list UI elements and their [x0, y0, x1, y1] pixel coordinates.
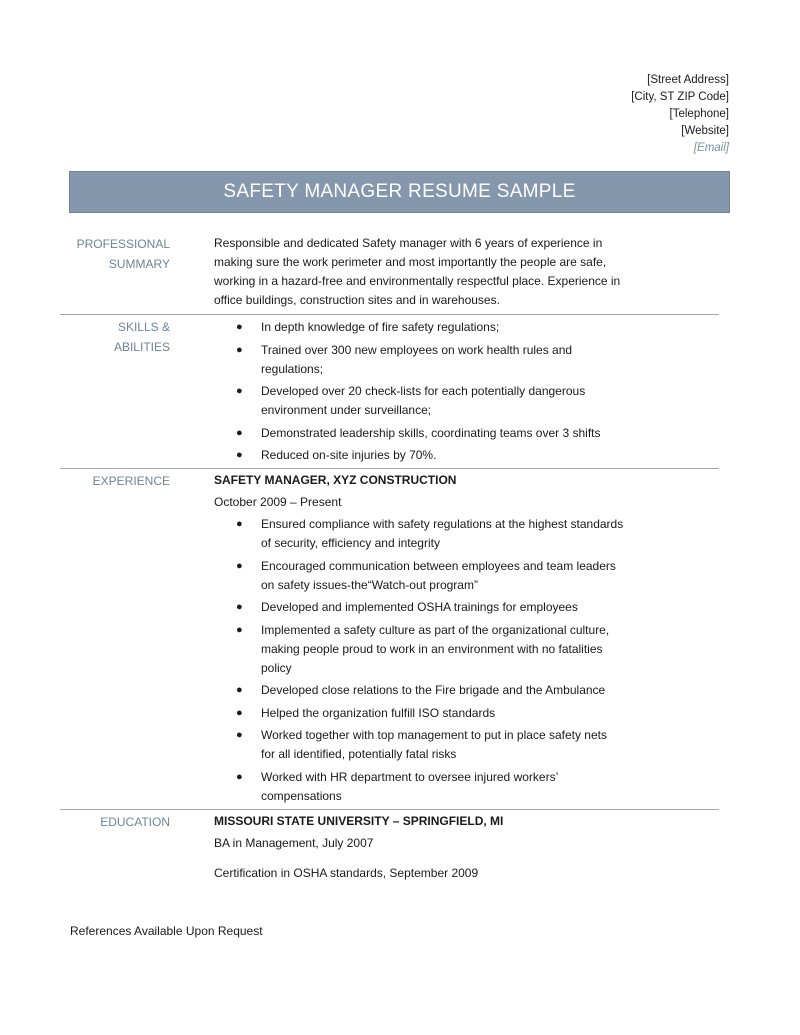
school-name: MISSOURI STATE UNIVERSITY – SPRINGFIELD, MI: [214, 814, 504, 828]
experience-item-text: Encouraged communication between employees and team leaders on safety issues-the“Watch-out program”: [261, 558, 616, 592]
education-label: EDUCATION: [100, 815, 170, 829]
experience-item-text: Helped the organization fulfill ISO standards: [261, 705, 496, 720]
education-content: [214, 812, 624, 883]
skills-item-text: Reduced on-site injuries by 70%.: [261, 448, 437, 462]
website: [Website]: [681, 125, 729, 137]
job-title: SAFETY MANAGER, XYZ CONSTRUCTION: [214, 473, 457, 487]
skills-list-item: ● Trained over 300 new employees on work health rules and regulations;: [236, 342, 573, 376]
city-state-zip: [City, ST ZIP Code]: [631, 91, 729, 103]
experience-item-text: Ensured compliance with safety regulations at the highest standards of security, efficiency and integrity: [261, 517, 624, 550]
resume-title: SAFETY MANAGER RESUME SAMPLE: [223, 181, 576, 202]
experience-list: [214, 515, 624, 806]
references-note: References Available Upon Request: [70, 924, 263, 938]
summary-label-line2: SUMMARY: [108, 257, 170, 271]
summary-text: Responsible and dedicated Safety manager with 6 years of experience in making sure the work perimeter and most importantly the people are safe, working in a hazard-free and environmentally respectful place. Experience in office buildings, construction sites and in warehouses.: [214, 236, 621, 307]
telephone: [Telephone]: [669, 108, 729, 120]
summary-label-line1: PROFESSIONAL: [76, 237, 170, 251]
job-dates: October 2009 – Present: [214, 495, 342, 509]
skills-content: [214, 318, 624, 469]
skills-list-item: ● Demonstrated leadership skills, coordinating teams over 3 shifts: [236, 425, 601, 440]
email: [Email]: [693, 142, 729, 154]
degree: BA in Management, July 2007: [214, 836, 374, 850]
experience-item-text: Developed and implemented OSHA trainings for employees: [261, 600, 578, 614]
contact-block: [631, 72, 729, 157]
education-section: [60, 809, 719, 880]
experience-list-item: ● Developed and implemented OSHA trainings for employees: [236, 600, 578, 614]
skills-item-text: Demonstrated leadership skills, coordinating teams over 3 shifts: [261, 425, 601, 440]
experience-list-item: ● Helped the organization fulfill ISO standards: [236, 705, 496, 720]
experience-list-item: ● Implemented a safety culture as part of the organizational culture, making people proud to work in an environment with no fatalities policy: [236, 622, 610, 675]
experience-list-item: ● Worked with HR department to oversee injured workers’ compensations: [236, 769, 558, 803]
experience-list-item: ● Encouraged communication between employees and team leaders on safety issues-the“Watch-out program”: [236, 558, 616, 592]
experience-item-text: Developed close relations to the Fire brigade and the Ambulance: [261, 683, 606, 697]
skills-item-text: Trained over 300 new employees on work health rules and regulations;: [261, 342, 573, 376]
skills-list-item: ● Reduced on-site injuries by 70%.: [236, 448, 437, 462]
summary-label: [60, 234, 170, 274]
experience-item-text: Worked with HR department to oversee injured workers’ compensations: [261, 769, 558, 803]
experience-list-item: ● Developed close relations to the Fire brigade and the Ambulance: [236, 683, 606, 697]
skills-list: [214, 318, 624, 465]
experience-section: [60, 468, 719, 803]
skills-item-text: Developed over 20 check-lists for each potentially dangerous environment under surveillance;: [261, 384, 586, 417]
experience-content: [214, 471, 624, 809]
skills-list-item: ● In depth knowledge of fire safety regulations;: [236, 320, 500, 334]
skills-label: SKILLS & ABILITIES: [113, 320, 170, 354]
experience-item-text: Worked together with top management to put in place safety nets for all identified, potentially fatal risks: [261, 728, 607, 761]
experience-item-text: Implemented a safety culture as part of the organizational culture, making people proud to work in an environment with no fatalities policy: [261, 622, 610, 675]
skills-item-text: In depth knowledge of fire safety regulations;: [261, 320, 500, 334]
summary-content: [214, 234, 624, 310]
title-band: [69, 171, 730, 213]
experience-label: EXPERIENCE: [92, 474, 170, 488]
certification: Certification in OSHA standards, September 2009: [214, 866, 479, 880]
street-address: [Street Address]: [647, 74, 729, 86]
experience-list-item: ● Worked together with top management to put in place safety nets for all identified, potentially fatal risks: [236, 728, 607, 761]
skills-list-item: ● Developed over 20 check-lists for each potentially dangerous environment under surveillance;: [236, 384, 586, 417]
experience-list-item: ● Ensured compliance with safety regulations at the highest standards of security, efficiency and integrity: [236, 517, 624, 550]
skills-section: [60, 314, 719, 462]
